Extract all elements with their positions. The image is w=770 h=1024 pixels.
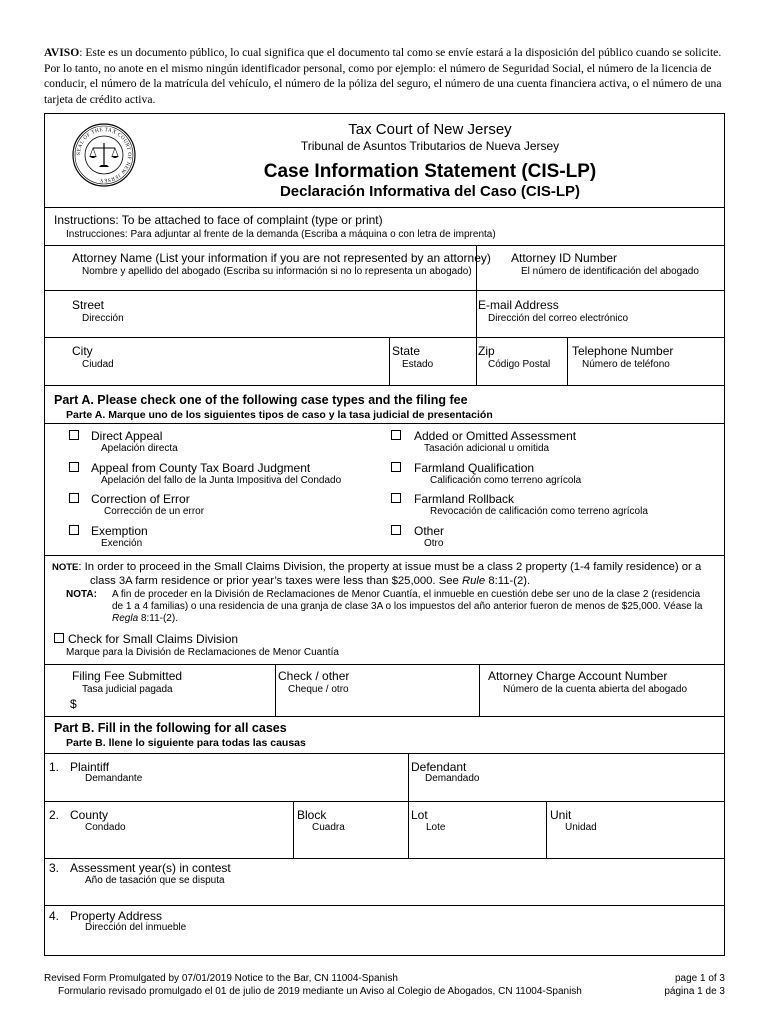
divider — [408, 753, 409, 801]
defendant-label-es: Demandado — [425, 773, 480, 784]
divider — [45, 207, 724, 208]
divider — [45, 753, 724, 754]
county-board-appeal-label: Appeal from County Tax Board Judgment — [91, 461, 311, 475]
divider — [45, 423, 724, 424]
instructions-es: Instrucciones: Para adjuntar al frente de la demanda (Escriba a máquina o con letra de imprenta) — [66, 229, 496, 240]
divider — [275, 664, 276, 716]
nota-line-2: de 1 a 4 familias) o una residencia de una granja de clase 3A o los impuestos del año anterior fueron de menos de $25,000. Véase la — [112, 601, 703, 612]
assessment-years-field[interactable] — [70, 889, 720, 903]
small-claims-label-es: Marque para la División de Reclamaciones de Menor Cuantía — [66, 647, 339, 658]
added-omitted-label: Added or Omitted Assessment — [414, 429, 577, 443]
correction-of-error-checkbox[interactable] — [69, 493, 79, 503]
street-label: Street — [72, 298, 105, 312]
assessment-years-label: Assessment year(s) in contest — [70, 861, 231, 875]
divider — [389, 337, 390, 385]
state-label-es: Estado — [402, 359, 434, 370]
divider — [546, 801, 547, 858]
direct-appeal-label-es: Apelación directa — [101, 443, 178, 454]
seal-text: SEAL OF THE TAX COURT OF NEW JERSEY — [75, 126, 133, 184]
court-seal-icon — [72, 123, 136, 187]
divider — [45, 555, 724, 556]
nota-line-3 — [112, 613, 178, 624]
assessment-years-label-es: Año de tasación que se disputa — [85, 875, 225, 886]
county-field[interactable] — [70, 838, 289, 854]
direct-appeal-label: Direct Appeal — [91, 429, 163, 443]
note-text: : In order to proceed in the Small Claims Division, the property at issue must be a class 2 property (1-4 family residence) or a — [78, 561, 702, 573]
divider — [45, 664, 724, 665]
footer-revised-es: Formulario revisado promulgado el 01 de julio de 2019 mediante un Aviso al Colegio de Abogados, CN 11004-Spanish — [58, 986, 582, 997]
note-rule-ref: 8:11-(2). — [488, 575, 531, 587]
note-rule: Rule — [461, 575, 486, 587]
county-label-es: Condado — [85, 822, 126, 833]
aviso-notice — [44, 45, 730, 107]
correction-of-error-label: Correction of Error — [91, 492, 190, 506]
email-label: E-mail Address — [478, 298, 559, 312]
divider — [476, 290, 477, 337]
city-label-es: Ciudad — [82, 359, 114, 370]
exemption-label: Exemption — [91, 524, 148, 538]
added-omitted-checkbox[interactable] — [391, 430, 401, 440]
zip-field[interactable] — [480, 373, 564, 383]
lot-field[interactable] — [412, 838, 542, 854]
nota-label: NOTA: — [66, 589, 97, 600]
other-checkbox[interactable] — [391, 525, 401, 535]
property-address-field[interactable] — [70, 937, 720, 952]
county-board-appeal-checkbox[interactable] — [69, 462, 79, 472]
unit-label: Unit — [550, 808, 572, 822]
divider — [45, 245, 724, 246]
filing-fee-currency: $ — [70, 697, 77, 711]
defendant-label: Defendant — [411, 760, 467, 774]
phone-label-es: Número de teléfono — [582, 359, 670, 370]
check-other-label-es: Cheque / otro — [288, 684, 349, 695]
block-label: Block — [297, 808, 327, 822]
lot-label-es: Lote — [426, 822, 446, 833]
farmland-rollback-label: Farmland Rollback — [414, 492, 515, 506]
state-label: State — [392, 344, 421, 358]
defendant-field[interactable] — [412, 787, 720, 799]
farmland-qualification-label: Farmland Qualification — [414, 461, 535, 475]
note-line-2 — [90, 575, 530, 587]
county-number: 2. — [49, 808, 60, 822]
email-field[interactable] — [481, 326, 721, 336]
divider — [45, 290, 724, 291]
divider — [45, 716, 724, 717]
note-line-1 — [52, 561, 701, 573]
divider — [45, 858, 724, 859]
county-label: County — [70, 808, 109, 822]
street-label-es: Dirección — [82, 313, 124, 324]
plaintiff-field[interactable] — [70, 787, 404, 799]
attorney-id-label: Attorney ID Number — [511, 251, 618, 265]
property-address-number: 4. — [49, 909, 60, 923]
part-b-title: Part B. Fill in the following for all cases — [54, 721, 287, 735]
attorney-id-label-es: El número de identificación del abogado — [521, 266, 699, 277]
exemption-checkbox[interactable] — [69, 525, 79, 535]
plaintiff-label-es: Demandante — [85, 773, 143, 784]
small-claims-label: Check for Small Claims Division — [68, 632, 239, 646]
court-name-es: Tribunal de Asuntos Tributarios de Nueva Jersey — [300, 139, 560, 153]
plaintiff-label: Plaintiff — [70, 760, 110, 774]
divider — [293, 801, 294, 858]
nota-regla: Regla — [112, 613, 139, 624]
footer-page: page 1 of 3 — [674, 973, 725, 984]
plaintiff-number: 1. — [49, 760, 60, 774]
footer-revised: Revised Form Promulgated by 07/01/2019 Notice to the Bar, CN 11004-Spanish — [44, 973, 398, 984]
filing-fee-label-es: Tasa judicial pagada — [82, 684, 173, 695]
farmland-rollback-label-es: Revocación de calificación como terreno agrícola — [430, 506, 648, 517]
city-field[interactable] — [72, 373, 384, 383]
correction-of-error-label-es: Corrección de un error — [104, 506, 205, 517]
city-label: City — [72, 344, 93, 358]
attorney-name-field[interactable] — [72, 281, 472, 289]
unit-field[interactable] — [550, 838, 720, 854]
farmland-qualification-label-es: Calificación como terreno agrícola — [430, 475, 582, 486]
unit-label-es: Unidad — [565, 822, 597, 833]
nota-line-1: A fin de proceder en la División de Reclamaciones de Menor Cuantía, el inmueble en cuestión debe ser uno de la clase 2 (residencia — [112, 589, 701, 600]
aviso-label: AVISO — [44, 46, 80, 59]
footer-page-es: página 1 de 3 — [664, 986, 725, 997]
attorney-name-label: Attorney Name (List your information if you are not represented by an attorney) — [72, 251, 491, 265]
note-label: NOTE — [52, 562, 79, 573]
part-a-title-es: Parte A. Marque uno de los siguientes tipos de caso y la tasa judicial de presentación — [66, 409, 493, 421]
street-field[interactable] — [72, 326, 472, 336]
lot-label: Lot — [411, 808, 428, 822]
divider — [479, 664, 480, 716]
state-field[interactable] — [392, 373, 472, 383]
attorney-name-label-es: Nombre y apellido del abogado (Escriba su información si no lo representa un abogado) — [82, 266, 472, 277]
assessment-years-number: 3. — [49, 861, 60, 875]
block-field[interactable] — [297, 838, 404, 854]
form-title-es: Declaración Informativa del Caso (CIS-LP) — [279, 183, 581, 200]
note-text-2: class 3A farm residence or prior year’s taxes were less than $25,000. See — [90, 575, 459, 587]
block-label-es: Cuadra — [312, 822, 345, 833]
instructions: Instructions: To be attached to face of complaint (type or print) — [54, 213, 383, 227]
aviso-text: : Este es un documento público, lo cual significa que el documento tal como se envíe estará a la disposición del público cuando se solicite. Por lo tanto, no anote en el mismo ningún identificador personal, como por ejemplo: el número de Seguridad Social, el número de la licencia de conducir, el número de la matrícula del vehículo, el número de la póliza del seguro, el número de una cuenta financiera activa, o el número de una tarjeta de crédito activa. — [44, 46, 722, 106]
farmland-rollback-checkbox[interactable] — [391, 493, 401, 503]
charge-account-label: Attorney Charge Account Number — [488, 669, 668, 683]
other-label: Other — [414, 524, 445, 538]
charge-account-label-es: Número de la cuenta abierta del abogado — [503, 684, 688, 695]
phone-field[interactable] — [571, 373, 721, 383]
added-omitted-label-es: Tasación adicional u omitida — [424, 443, 550, 454]
charge-account-field[interactable] — [484, 697, 720, 711]
property-address-label: Property Address — [70, 909, 163, 923]
check-other-field[interactable] — [280, 697, 474, 711]
divider — [476, 337, 477, 385]
divider — [45, 801, 724, 802]
attorney-id-field[interactable] — [481, 281, 721, 289]
email-label-es: Dirección del correo electrónico — [488, 313, 629, 324]
direct-appeal-checkbox[interactable] — [69, 430, 79, 440]
check-other-label: Check / other — [278, 669, 350, 683]
filing-fee-label: Filing Fee Submitted — [72, 669, 183, 683]
phone-label: Telephone Number — [572, 344, 674, 358]
court-name: Tax Court of New Jersey — [348, 121, 512, 138]
part-b-title-es: Parte B. llene lo siguiente para todas las causas — [66, 737, 306, 749]
filing-fee-field[interactable] — [80, 697, 270, 711]
divider — [45, 337, 724, 338]
zip-label: Zip — [478, 344, 495, 358]
form-title: Case Information Statement (CIS-LP) — [263, 161, 597, 182]
property-address-label-es: Dirección del inmueble — [85, 922, 187, 933]
divider — [567, 337, 568, 385]
part-a-title: Part A. Please check one of the following case types and the filing fee — [54, 393, 468, 407]
divider — [45, 385, 724, 386]
divider — [45, 905, 724, 906]
farmland-qualification-checkbox[interactable] — [391, 462, 401, 472]
other-label-es: Otro — [424, 538, 444, 549]
zip-label-es: Código Postal — [488, 359, 551, 370]
exemption-label-es: Exención — [101, 538, 143, 549]
small-claims-checkbox[interactable] — [54, 633, 64, 643]
county-board-appeal-label-es: Apelación del fallo de la Junta Impositiva del Condado — [101, 475, 342, 486]
divider — [408, 801, 409, 858]
nota-regla-ref: 8:11-(2). — [140, 613, 178, 624]
